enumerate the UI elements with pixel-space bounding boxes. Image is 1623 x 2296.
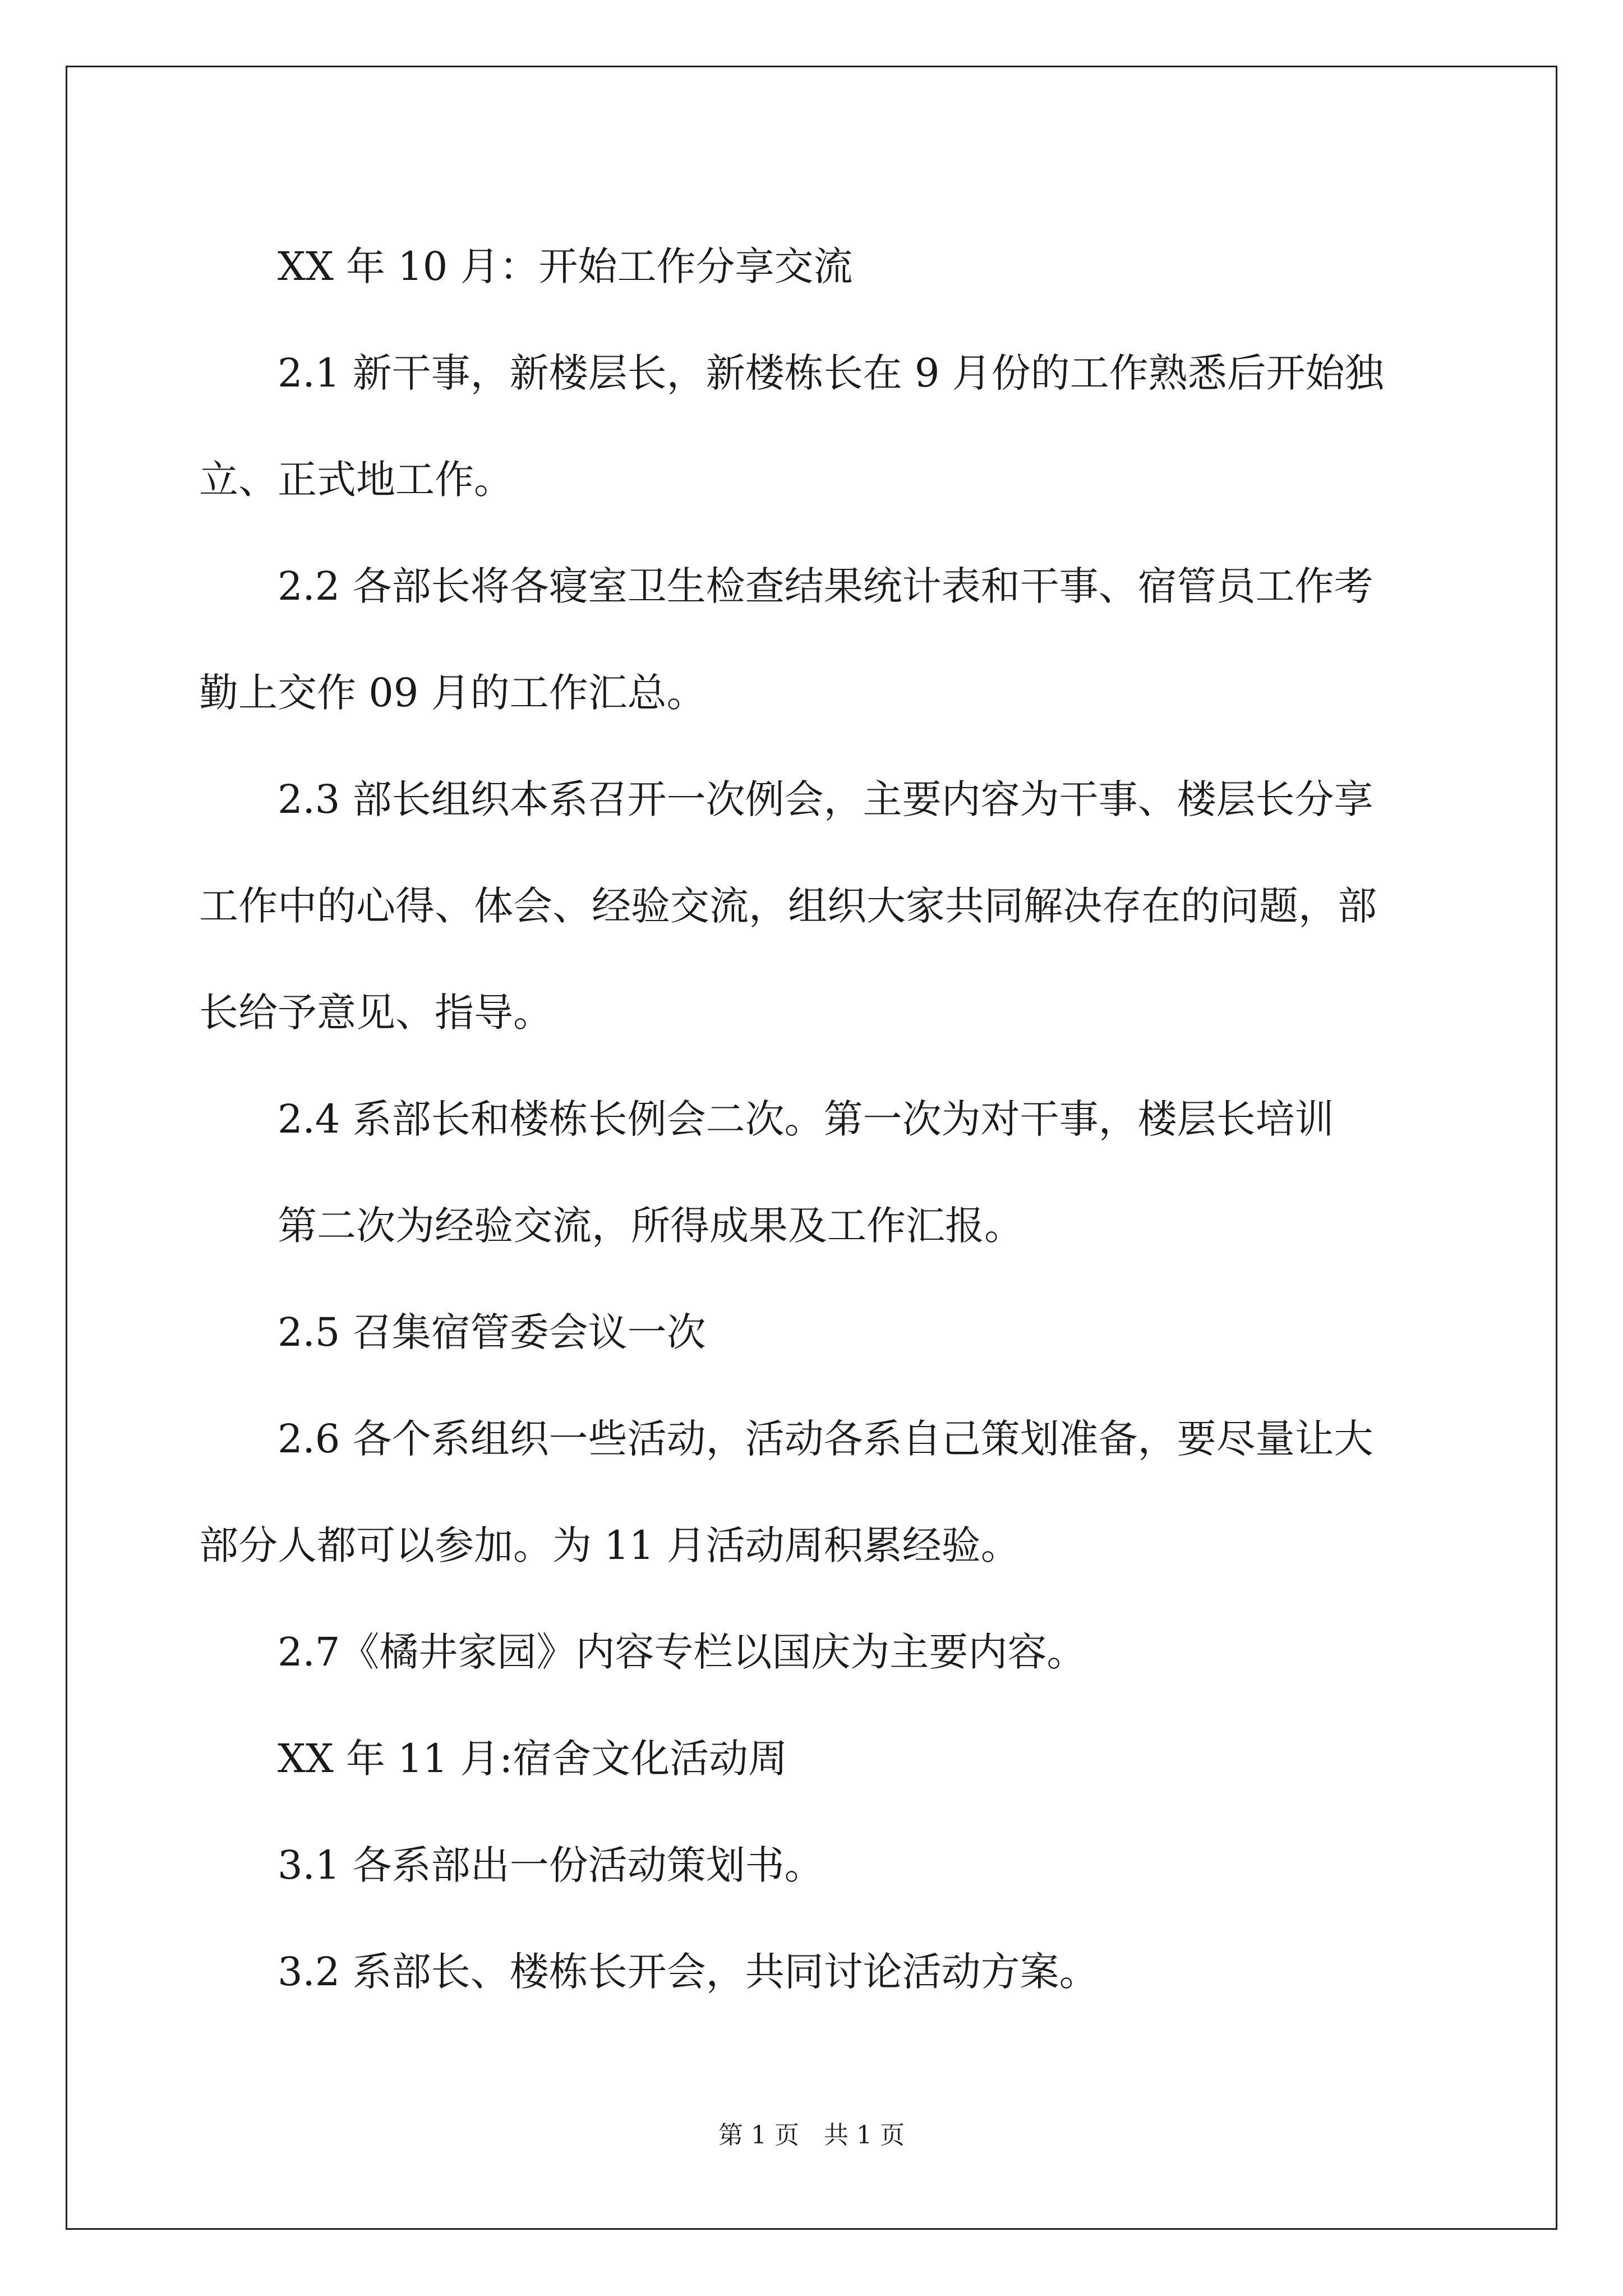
paragraph-2-4: 2.4 系部长和楼栋长例会二次。第一次为对干事，楼层长培训	[278, 1096, 1334, 1142]
heading-october: XX 年 10 月：开始工作分享交流	[278, 243, 853, 289]
paragraph-2-7: 2.7《橘井家园》内容专栏以国庆为主要内容。	[278, 1629, 1086, 1675]
paragraph-2-2: 2.2 各部长将各寝室卫生检查结果统计表和干事、宿管员工作考	[278, 563, 1373, 609]
paragraph-2-3-cont2: 长给予意见、指导。	[199, 990, 552, 1036]
paragraph-2-4-second: 第二次为经验交流，所得成果及工作汇报。	[278, 1203, 1023, 1249]
paragraph-2-5: 2.5 召集宿管委会议一次	[278, 1309, 706, 1355]
paragraph-2-3-cont1: 工作中的心得、体会、经验交流，组织大家共同解决存在的问题，部	[199, 883, 1377, 929]
paragraph-2-2-cont: 勤上交作 09 月的工作汇总。	[199, 670, 706, 716]
page-number-footer: 第 1 页 共 1 页	[718, 2121, 905, 2150]
paragraph-2-1: 2.1 新干事，新楼层长，新楼栋长在 9 月份的工作熟悉后开始独	[278, 350, 1384, 396]
paragraph-2-3: 2.3 部长组织本系召开一次例会，主要内容为干事、楼层长分享	[278, 776, 1373, 822]
heading-november: XX 年 11 月:宿舍文化活动周	[278, 1736, 788, 1782]
paragraph-2-6-cont: 部分人都可以参加。为 11 月活动周积累经验。	[199, 1522, 1020, 1568]
paragraph-2-1-cont: 立、正式地工作。	[199, 457, 513, 503]
paragraph-3-1: 3.1 各系部出一份活动策划书。	[278, 1842, 824, 1888]
paragraph-3-2: 3.2 系部长、楼栋长开会，共同讨论活动方案。	[278, 1949, 1099, 1995]
paragraph-2-6: 2.6 各个系组织一些活动，活动各系自己策划准备，要尽量让大	[278, 1416, 1373, 1462]
document-body	[199, 213, 1433, 2025]
